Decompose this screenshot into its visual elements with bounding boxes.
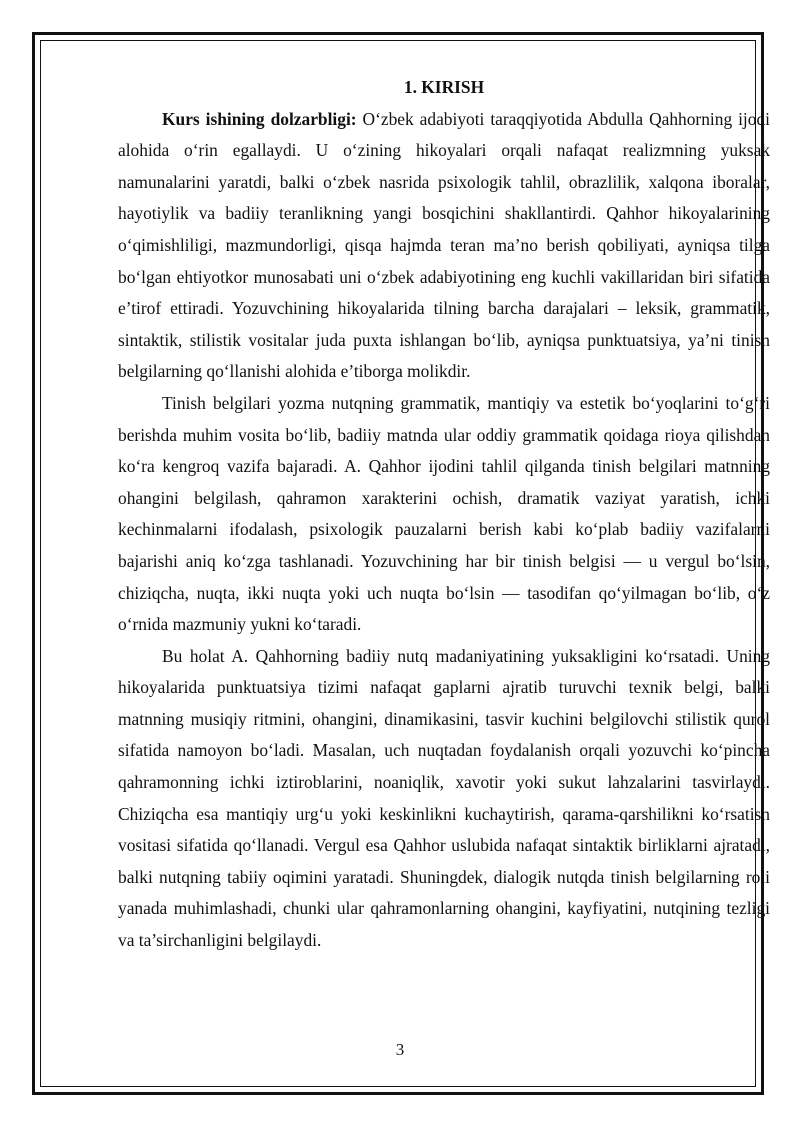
paragraph-2 <box>118 388 770 641</box>
paragraph-1 <box>118 104 770 388</box>
document-body <box>118 72 770 957</box>
section-title: 1. KIRISH <box>403 77 485 97</box>
paragraph-3 <box>118 641 770 957</box>
paragraph-lead: Kurs ishining dolzarbligi: <box>162 108 357 129</box>
paragraph-text: O‘zbek adabiyoti taraqqiyotida Abdulla Qahhorning ijodi alohida o‘rin egallaydi. U o‘zining hikoyalari orqali nafaqat realizmning yuksak namunalarini yaratdi, balki o‘zbek nasrida psixologik tahlil, obrazlilik, xalqona iboralar, hayotiylik va badiiy teranlikning yangi bosqichini shakllantirdi. Qahhor hikoyalarining o‘qimishliligi, mazmundorligi, qisqa hajmda teran ma’no berish qobiliyati, ayniqsa tilga bo‘lgan ehtiyotkor munosabati uni o‘zbek adabiyotining eng kuchli vakillaridan biri sifatida e’tirof ettiradi. Yozuvchining hikoyalarida tilning barcha darajalari – leksik, grammatik, sintaktik, stilistik vositalar juda puxta ishlangan bo‘lib, ayniqsa punktuatsiya, ya’ni tinish belgilarning qo‘llanishi alohida e’tiborga molikdir. <box>118 108 770 382</box>
paragraph-text: Bu holat A. Qahhorning badiiy nutq madaniyatining yuksakligini ko‘rsatadi. Uning hikoyalarida punktuatsiya tizimi nafaqat gaplarni ajratib turuvchi texnik belgi, balki matnning musiqiy ritmini, ohangini, dinamikasini, tasvir kuchini belgilovchi stilistik qurol sifatida namoyon bo‘ladi. Masalan, uch nuqtadan foydalanish orqali yozuvchi ko‘pincha qahramonning ichki iztiroblarini, noaniqlik, xavotir yoki sukut lahzalarini tasvirlaydi. Chiziqcha esa mantiqiy urg‘u yoki keskinlikni kuchaytirish, qarama-qarshilikni ko‘rsatish vositasi sifatida qo‘llanadi. Vergul esa Qahhor uslubida nafaqat sintaktik birliklarni ajratadi, balki nutqning tabiiy oqimini yaratadi. Shuningdek, dialogik nutqda tinish belgilarning roli yanada muhimlashadi, chunki ular qahramonlarning ohangini, kayfiyatini, nutqining tezligi va ta’sirchanligini belgilaydi. <box>118 645 770 951</box>
paragraph-text: Tinish belgilari yozma nutqning grammatik, mantiqiy va estetik bo‘yoqlarini to‘g‘ri berishda muhim vosita bo‘lib, badiiy matnda ular oddiy grammatik qoidaga rioya qilishdan ko‘ra kengroq vazifa bajaradi. A. Qahhor ijodini tahlil qilganda tinish belgilari matnning ohangini belgilash, qahramon xarakterini ochish, dramatik vaziyat yaratish, ichki kechinmalarni ifodalash, psixologik pauzalarni berish kabi ko‘plab badiiy vazifalarni bajarishi aniq ko‘zga tashlanadi. Yozuvchining har bir tinish belgisi — u vergul bo‘lsin, chiziqcha, nuqta, ikki nuqta yoki uch nuqta bo‘lsin — tasodifan qo‘yilmagan bo‘lib, o‘z o‘rnida mazmuniy yukni ko‘taradi. <box>118 392 770 635</box>
page-number: 3 <box>395 1040 405 1059</box>
